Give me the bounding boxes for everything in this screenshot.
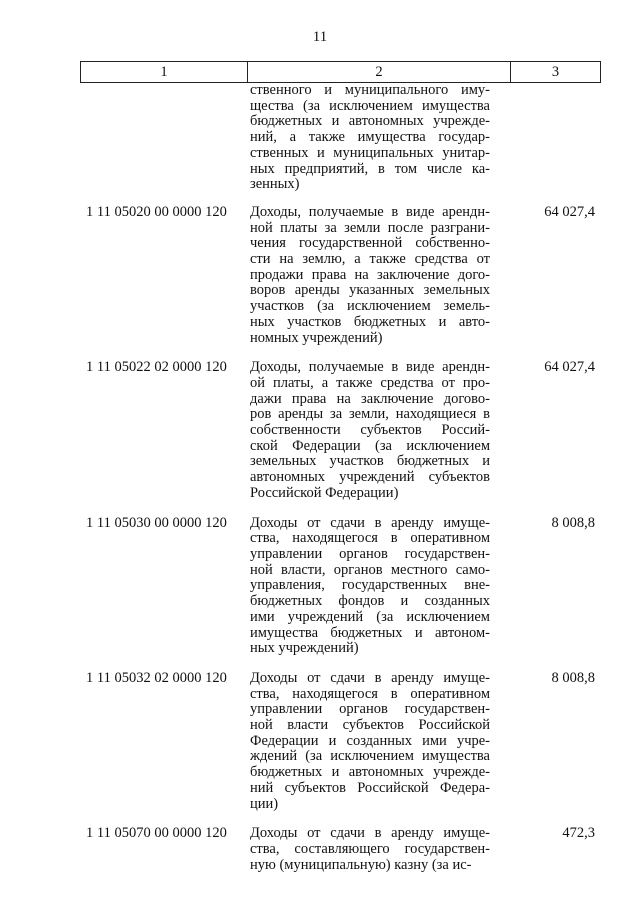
description-line: ных участков бюджетных и авто- [250,314,490,330]
description-line: автономных учреждений субъектов [250,470,490,486]
description-line: щества (за исключением имущества [250,98,490,114]
description-line: ства, находящегося в оперативном [250,686,490,702]
description-line: участков (за исключением земель- [250,299,490,315]
description-line: собственности субъектов Россий- [250,423,490,439]
revenue-code [80,83,247,193]
amount-value: 64 027,4 [544,203,595,220]
amount-value: 8 008,8 [551,514,595,531]
page-number: 11 [312,29,328,45]
description-line: ой платы, а также средства от про- [250,375,490,391]
description-line: ции) [250,796,279,812]
description-line: Доходы, получаемые в виде арендн- [250,360,490,376]
description-line: ной власти, органов местного само- [250,562,490,578]
amount-value: 64 027,4 [544,359,595,376]
revenue-code: 1 11 05030 00 0000 120 [86,514,227,531]
table-body [80,83,601,887]
table-row [80,826,601,873]
revenue-description [250,826,490,873]
table-row [80,205,601,346]
description-line: ства, находящегося в оперативном [250,531,490,547]
description-line: бюджетных и автономных учрежде- [250,114,490,130]
description-line: управлении органов государствен- [250,702,490,718]
revenue-description [250,516,490,657]
revenue-code: 1 11 05022 02 0000 120 [86,359,227,376]
description-line: ний субъектов Российской Федера- [250,780,490,796]
header-col-1: 1 [81,62,248,82]
description-line: ных предприятий, в том числе ка- [250,161,490,177]
description-line: ний, а также имущества государ- [250,130,490,146]
description-line: бюджетных фондов и созданных [250,594,490,610]
description-line: продажи права на заключение дого- [250,267,490,283]
description-line: земельных участков бюджетных и [250,454,490,470]
description-line: дажи права на заключение догово- [250,391,490,407]
description-line: Доходы от сдачи в аренду имуще- [250,826,490,842]
description-line: Доходы от сдачи в аренду имуще- [250,515,490,531]
description-line: ной власти субъектов Российской [250,718,490,734]
description-line: сти на землю, а также средства от [250,252,490,268]
description-line: ими учреждений (за исключением [250,609,490,625]
description-line: Доходы, получаемые в виде арендн- [250,204,490,220]
table-row [80,83,601,193]
description-line: Федерации и созданных ими учре- [250,733,490,749]
revenue-code: 1 11 05020 00 0000 120 [86,203,227,220]
description-line: бюджетных и автономных учрежде- [250,765,490,781]
amount-value: 8 008,8 [551,669,595,686]
description-line: ров аренды за земли, находящиеся в [250,407,490,423]
amount-value: 472,3 [562,825,595,842]
description-line: Российской Федерации) [250,485,399,501]
description-line: Доходы от сдачи в аренду имуще- [250,670,490,686]
table-row [80,671,601,812]
description-line: ства, составляющего государствен- [250,841,490,857]
header-col-3: 3 [551,63,560,80]
description-line: управления, государственных вне- [250,578,490,594]
description-line: управлении органов государствен- [250,546,490,562]
amount-value [490,83,601,193]
description-line: ждений (за исключением имущества [250,749,490,765]
description-line: ных учреждений) [250,641,359,657]
description-line: ную (муниципальную) казну (за ис- [250,857,472,873]
table-row [80,516,601,657]
revenue-description [250,83,490,193]
description-line: воров аренды указанных земельных [250,283,490,299]
description-line: зенных) [250,177,300,193]
revenue-description [250,671,490,812]
revenue-code: 1 11 05032 02 0000 120 [86,669,227,686]
description-line: имущества бюджетных и автоном- [250,625,490,641]
description-line: ской Федерации (за исключением [250,438,490,454]
description-line: чения государственной собственно- [250,236,490,252]
description-line: ственного и муниципального иму- [250,83,490,98]
revenue-description [250,360,490,501]
revenue-description [250,205,490,346]
table-row [80,360,601,501]
description-line: ной платы за земли после разграни- [250,220,490,236]
description-line: номных учреждений) [250,330,383,346]
description-line: ственных и муниципальных унитар- [250,145,490,161]
header-col-2: 2 [248,62,511,82]
table-header [80,61,601,83]
revenue-code: 1 11 05070 00 0000 120 [86,825,227,842]
